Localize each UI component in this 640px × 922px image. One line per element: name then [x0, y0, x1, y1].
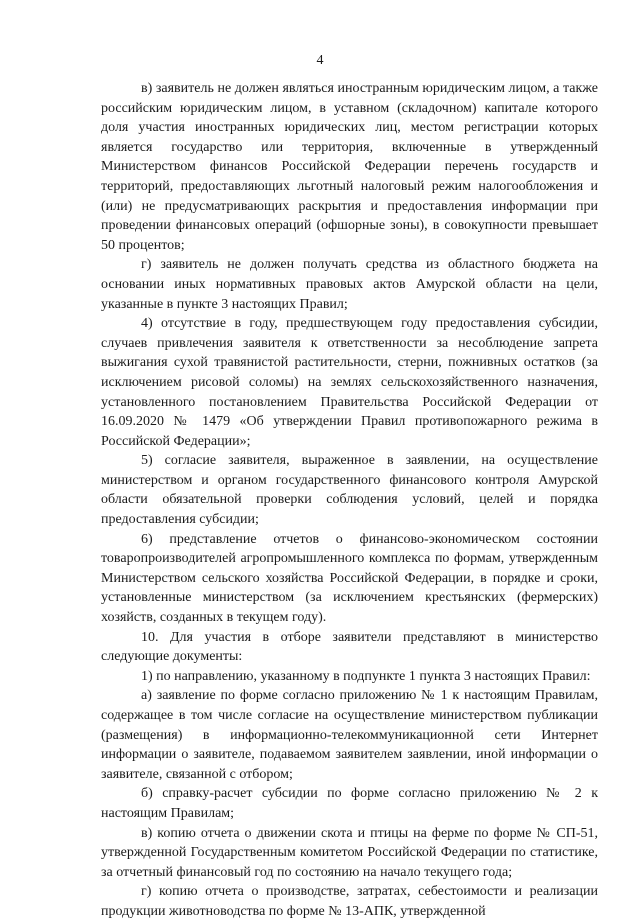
paragraph-section-10: 10. Для участия в отборе заявители представляют в министерство следующие документы:: [101, 629, 598, 665]
paragraph-livestock-report: в) копию отчета о движении скота и птицы на ферме по форме № СП-51, утвержденной Государственным комитетом Российской Федерации по статистике, за отчетный финансовый год по состоянию на начало текущего года;: [101, 825, 598, 880]
paragraph-consent-condition: 5) согласие заявителя, выраженное в заявлении, на осуществление министерством и органом государственного финансового контроля Амурской области обязательной проверки соблюдения условий, целей и порядка предоставления субсидии;: [101, 453, 598, 528]
paragraph-direction-1: 1) по направлению, указанному в подпункте 1 пункта 3 настоящих Правил:: [141, 668, 591, 684]
paragraph-production-report: г) копию отчета о производстве, затратах, себестоимости и реализации продукции животноводства по форме № 13-АПК, утвержденной: [101, 884, 598, 919]
paragraph-calculation-certificate: б) справку-расчет субсидии по форме согласно приложению № 2 к настоящим Правилам;: [101, 786, 598, 821]
paragraph-reports-condition: 6) представление отчетов о финансово-экономическом состоянии товаропроизводителей агропромышленного комплекса по формам, утвержденным Министерством сельского хозяйства Российской Федерации, в порядке и сроки, установленные министерством (за исключением крестьянских (фермерских) хозяйств, созданных в текущем году).: [101, 531, 598, 626]
paragraph-regional-budget-condition: г) заявитель не должен получать средства из областного бюджета на основании иных нормативных правовых актов Амурской области на цели, указанные в пункте 3 настоящих Правил;: [101, 257, 598, 312]
paragraph-application-form: а) заявление по форме согласно приложению № 1 к настоящим Правилам, содержащее в том числе согласие на осуществление министерством публикации (размещения) в информационно-телекоммуникационной сети Интернет информации о заявителе, подаваемом заявителем заявлении, иной информации о заявителе, связанной с отбором;: [101, 688, 598, 782]
paragraph-foreign-entity-condition: в) заявитель не должен являться иностранным юридическим лицом, а также российским юридическим лицом, в уставном (складочном) капитале которого доля участия иностранных юридических лиц, местом регистрации которых является государство или территория, включенные в утвержденный Министерством финансов Российской Федерации перечень государств и территорий, предоставляющих льготный налоговый режим налогообложения и (или) не предусматривающих раскрытия и предоставления информации при проведении финансовых операций (офшорные зоны), в совокупности превышает 50 процентов;: [101, 81, 598, 253]
page-number: 4: [316, 53, 324, 68]
paragraph-burning-ban-condition: 4) отсутствие в году, предшествующем году предоставления субсидии, случаев привлечения заявителя к ответственности за несоблюдение запрета выжигания сухой травянистой растительности, стерни, пожнивных остатков (за исключением рисовой соломы) на землях сельскохозяйственного назначения, установленного постановлением Правительства Российской Федерации от 16.09.2020 № 1479 «Об утверждении Правил противопожарного режима в Российской Федерации»;: [101, 316, 598, 449]
document-body: [101, 79, 598, 922]
